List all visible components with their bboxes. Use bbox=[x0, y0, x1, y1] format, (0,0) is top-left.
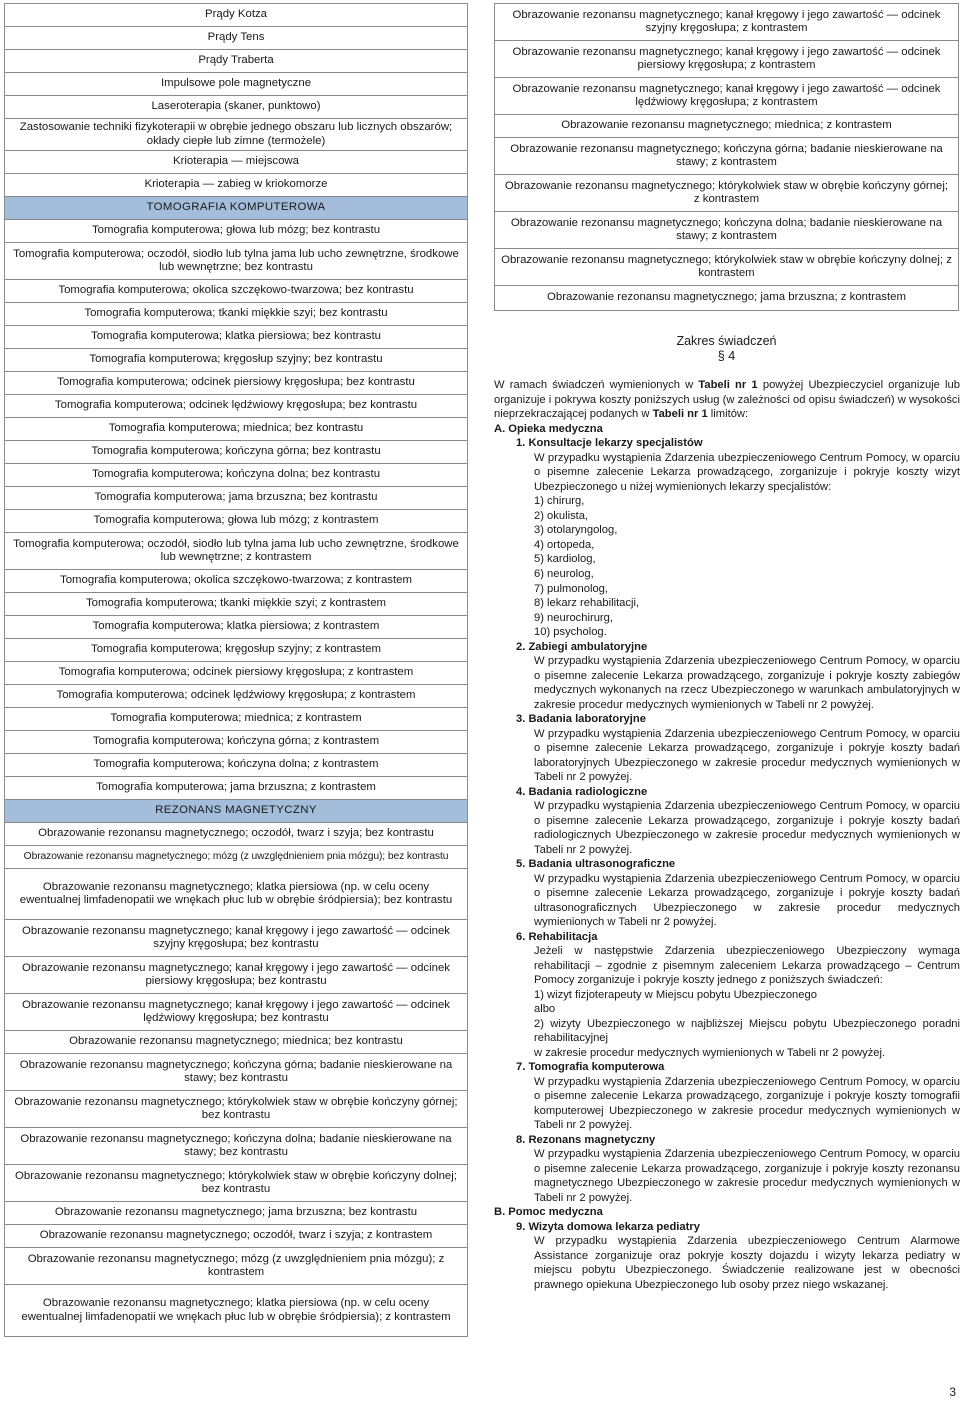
table-row: Tomografia komputerowa; kręgosłup szyjny; z kontrastem bbox=[5, 639, 467, 662]
item-title: 2. Zabiegi ambulatoryjne bbox=[516, 640, 648, 653]
item-title: 1. Konsultacje lekarzy specjalistów bbox=[516, 437, 703, 449]
intro-text-2: powyżej Ubezpieczyciel organizuje lub organizuje i pokrywa koszty poniższych usług (w zależności od opisu świadczeń) w wysokości nieprzekraczającej podanych w bbox=[494, 379, 960, 420]
table-row: Obrazowanie rezonansu magnetycznego; miednica; z kontrastem bbox=[495, 115, 958, 138]
rehab-tail: w zakresie procedur medycznych wymienionych w Tabeli nr 2 powyżej. bbox=[534, 1046, 886, 1059]
table-row: Krioterapia — miejscowa bbox=[5, 151, 467, 174]
table-row: Obrazowanie rezonansu magnetycznego; jama brzuszna; z kontrastem bbox=[547, 291, 906, 304]
item-body: W przypadku wystąpienia Zdarzenia ubezpieczeniowego Centrum Pomocy, w oparciu o pisemne zalecenie Lekarza prowadzącego, zorganizuje i pokryje koszty zabiegów medycznych wykonanych na rzecz Ubezpieczonego w warunkach ambulatoryjnych w zakresie procedur medycznych wymienionych w Tabeli nr 2 powyżej. bbox=[534, 655, 960, 711]
table-row: Obrazowanie rezonansu magnetycznego; jama brzuszna; bez kontrastu bbox=[5, 1202, 467, 1225]
table-row: Krioterapia — zabieg w kriokomorze bbox=[5, 174, 467, 197]
table-row: Tomografia komputerowa; odcinek lędźwiowy kręgosłupa; z kontrastem bbox=[5, 685, 467, 708]
table-row: Tomografia komputerowa; oczodół, siodło lub tylna jama lub ucho zewnętrzne, środkowe lub wewnętrzne; z kontrastem bbox=[5, 533, 467, 570]
table-row: Tomografia komputerowa; miednica; bez kontrastu bbox=[5, 418, 467, 441]
table-row: Prądy Traberta bbox=[5, 50, 467, 73]
item-body: W przypadku wystąpienia Zdarzenia ubezpieczeniowego Centrum Pomocy, w oparciu o pisemne zalecenie Lekarza prowadzącego, zorganizuje i pokryje koszty rezonansu magnetycznego Ubezpieczonego w zakresie procedur medycznych wymienionych w Tabeli nr 2 powyżej. bbox=[534, 1148, 960, 1204]
item-title: 9. Wizyta domowa lekarza pediatry bbox=[516, 1220, 700, 1233]
list-item: 1) chirurg, bbox=[534, 495, 585, 507]
table-row: Obrazowanie rezonansu magnetycznego; kończyna dolna; badanie nieskierowane na stawy; bez kontrastu bbox=[5, 1128, 467, 1165]
table-row: Tomografia komputerowa; kończyna dolna; z kontrastem bbox=[5, 754, 467, 777]
specialists-list bbox=[494, 494, 960, 640]
table-row: Tomografia komputerowa; jama brzuszna; z kontrastem bbox=[5, 777, 467, 800]
table-row: Obrazowanie rezonansu magnetycznego; klatka piersiowa (np. w celu oceny ewentualnej limfadenopatii we wnękach płuc lub w obrębie śródpiersia); bez kontrastu bbox=[5, 869, 467, 920]
table-row: Tomografia komputerowa; kręgosłup szyjny; bez kontrastu bbox=[5, 349, 467, 372]
table-row: Tomografia komputerowa; klatka piersiowa; bez kontrastu bbox=[5, 326, 467, 349]
table-row: Tomografia komputerowa; głowa lub mózg; bez kontrastu bbox=[5, 220, 467, 243]
group-b-heading: B. Pomoc medyczna bbox=[494, 1206, 603, 1219]
benefits-body bbox=[494, 378, 960, 1292]
table-row: Obrazowanie rezonansu magnetycznego; kanał kręgowy i jego zawartość — odcinek piersiowy kręgosłupa; z kontrastem bbox=[495, 41, 958, 78]
item-body: W przypadku wystąpienia Zdarzenia ubezpieczeniowego Centrum Pomocy, w oparciu o pisemne zalecenie Lekarza prowadzącego, zorganizuje i pokryje koszty wizyt Ubezpieczonego u niżej wymienionych lekarzy specjalistów: bbox=[534, 451, 960, 493]
table-row: Prądy Tens bbox=[5, 27, 467, 50]
rehab-option-2: 2) wizyty Ubezpieczonego w najbliższej Miejscu pobytu Ubezpieczonego poradni rehabilitacyjnej bbox=[534, 1017, 960, 1045]
table-row: Tomografia komputerowa; kończyna górna; bez kontrastu bbox=[5, 441, 467, 464]
list-item: 6) neurolog, bbox=[534, 567, 594, 580]
list-item: 4) ortopeda, bbox=[534, 538, 595, 551]
list-item: 10) psycholog. bbox=[534, 626, 607, 639]
intro-table-ref-1: Tabeli nr 1 bbox=[698, 379, 758, 391]
table-row: Tomografia komputerowa; odcinek piersiowy kręgosłupa; z kontrastem bbox=[5, 662, 467, 685]
item-title: 3. Badania laboratoryjne bbox=[516, 713, 646, 726]
table-row: Tomografia komputerowa; odcinek piersiowy kręgosłupa; bez kontrastu bbox=[5, 372, 467, 395]
intro-text-3: limitów: bbox=[707, 408, 749, 420]
table-row: Obrazowanie rezonansu magnetycznego; oczodół, twarz i szyja; z kontrastem bbox=[5, 1225, 467, 1248]
list-item: 2) okulista, bbox=[534, 509, 589, 522]
item-title: 7. Tomografia komputerowa bbox=[516, 1061, 665, 1074]
table-row: Obrazowanie rezonansu magnetycznego; którykolwiek staw w obrębie kończyny dolnej; z kontrastem bbox=[495, 249, 958, 286]
section-heading bbox=[494, 334, 959, 364]
table-row: Tomografia komputerowa; okolica szczękowo-twarzowa; bez kontrastu bbox=[5, 280, 467, 303]
rehab-albo: albo bbox=[534, 1003, 556, 1016]
item-title: 5. Badania ultrasonograficzne bbox=[516, 858, 676, 871]
table-row: Tomografia komputerowa; głowa lub mózg; z kontrastem bbox=[5, 510, 467, 533]
table-row: Zastosowanie techniki fizykoterapii w obrębie jednego obszaru lub licznych obszarów; okłady ciepłe lub zimne (termożele) bbox=[5, 119, 467, 151]
list-item: 5) kardiolog, bbox=[534, 553, 596, 566]
table-row: Obrazowanie rezonansu magnetycznego; którykolwiek staw w obrębie kończyny górnej; z kontrastem bbox=[495, 175, 958, 212]
table-row: Obrazowanie rezonansu magnetycznego; kanał kręgowy i jego zawartość — odcinek lędźwiowy kręgosłupa; z kontrastem bbox=[495, 78, 958, 115]
table-row: Obrazowanie rezonansu magnetycznego; którykolwiek staw w obrębie kończyny dolnej; bez kontrastu bbox=[5, 1165, 467, 1202]
table-row: Tomografia komputerowa; tkanki miękkie szyi; bez kontrastu bbox=[5, 303, 467, 326]
table-row: Tomografia komputerowa; odcinek lędźwiowy kręgosłupa; bez kontrastu bbox=[5, 395, 467, 418]
list-item: 3) otolaryngolog, bbox=[534, 524, 618, 537]
item-body: W przypadku wystąpienia Zdarzenia ubezpieczeniowego Centrum Alarmowe Assistance zorganizuje oraz pokryje koszty dojazdu i wizyty lekarza pediatry w miejscu pobytu Ubezpieczonego. Świadczenie realizowane jest w obecności prawnego opiekuna Ubezpieczonego lub osoby przez niego wskazanej. bbox=[534, 1235, 960, 1291]
table-section-header: TOMOGRAFIA KOMPUTEROWA bbox=[5, 197, 467, 220]
list-item: 7) pulmonolog, bbox=[534, 582, 609, 595]
rehab-option-1: 1) wizyt fizjoterapeuty w Miejscu pobytu Ubezpieczonego bbox=[534, 988, 817, 1001]
table-row: Obrazowanie rezonansu magnetycznego; kończyna górna; badanie nieskierowane na stawy; bez kontrastu bbox=[5, 1054, 467, 1091]
item-body: W przypadku wystąpienia Zdarzenia ubezpieczeniowego Centrum Pomocy, w oparciu o pisemne zalecenie Lekarza prowadzącego, zorganizuje i pokryje koszty badań radiologicznych Ubezpieczonego w zakresie procedur medycznych wymienionych w Tabeli nr 2 powyżej. bbox=[534, 800, 960, 856]
table-row: Impulsowe pole magnetyczne bbox=[5, 73, 467, 96]
table-row: Obrazowanie rezonansu magnetycznego; kanał kręgowy i jego zawartość — odcinek szyjny kręgosłupa; bez kontrastu bbox=[5, 920, 467, 957]
table-row: Obrazowanie rezonansu magnetycznego; oczodół, twarz i szyja; bez kontrastu bbox=[5, 823, 467, 846]
table-row: Tomografia komputerowa; kończyna dolna; bez kontrastu bbox=[5, 464, 467, 487]
left-services-table bbox=[4, 3, 468, 1337]
table-row: Obrazowanie rezonansu magnetycznego; kończyna górna; badanie nieskierowane na stawy; z kontrastem bbox=[495, 138, 958, 175]
table-row: Laseroterapia (skaner, punktowo) bbox=[5, 96, 467, 119]
item-title: 8. Rezonans magnetyczny bbox=[516, 1133, 656, 1146]
item-body: Jeżeli w następstwie Zdarzenia ubezpieczeniowego Ubezpieczony wymaga rehabilitacji – zgodnie z pisemnym zaleceniem Lekarza prowadzącego – Centrum Pomocy zorganizuje i pokryje koszty jednego z poniższych świadczeń: bbox=[534, 945, 960, 987]
table-row: Tomografia komputerowa; tkanki miękkie szyi; z kontrastem bbox=[5, 593, 467, 616]
intro-text-1: W ramach świadczeń wymienionych w bbox=[494, 379, 699, 391]
table-row: Tomografia komputerowa; okolica szczękowo-twarzowa; z kontrastem bbox=[5, 570, 467, 593]
intro-table-ref-2: Tabeli nr 1 bbox=[652, 408, 708, 420]
item-body: W przypadku wystąpienia Zdarzenia ubezpieczeniowego Centrum Pomocy, w oparciu o pisemne zalecenie Lekarza prowadzącego, zorganizuje i pokryje koszty badań laboratoryjnych Ubezpieczonego w zakresie procedur medycznych wymienionych w Tabeli nr 2 powyżej. bbox=[534, 727, 960, 784]
table-row: Tomografia komputerowa; miednica; z kontrastem bbox=[5, 708, 467, 731]
table-row: Obrazowanie rezonansu magnetycznego; miednica; bez kontrastu bbox=[5, 1031, 467, 1054]
table-row: Obrazowanie rezonansu magnetycznego; kanał kręgowy i jego zawartość — odcinek lędźwiowy kręgosłupa; bez kontrastu bbox=[5, 994, 467, 1031]
table-row: Obrazowanie rezonansu magnetycznego; kończyna dolna; badanie nieskierowane na stawy; z kontrastem bbox=[495, 212, 958, 249]
item-body: W przypadku wystąpienia Zdarzenia ubezpieczeniowego Centrum Pomocy, w oparciu o pisemne zalecenie Lekarza prowadzącego, zorganizuje i pokryje koszty badań ultrasonograficznych Ubezpieczonego w zakresie procedur medycznych wymienionych w Tabeli nr 2 powyżej. bbox=[534, 872, 960, 929]
table-row: Tomografia komputerowa; klatka piersiowa; z kontrastem bbox=[5, 616, 467, 639]
table-row: Tomografia komputerowa; oczodół, siodło lub tylna jama lub ucho zewnętrzne, środkowe lub wewnętrzne; bez kontrastu bbox=[5, 243, 467, 280]
group-a-heading: A. Opieka medyczna bbox=[494, 422, 603, 435]
table-row: Tomografia komputerowa; jama brzuszna; bez kontrastu bbox=[5, 487, 467, 510]
section-title: Zakres świadczeń bbox=[676, 334, 777, 348]
item-title: 6. Rehabilitacja bbox=[516, 930, 598, 943]
item-title: 4. Badania radiologiczne bbox=[516, 785, 648, 798]
intro-paragraph bbox=[494, 378, 960, 422]
table-row: Tomografia komputerowa; kończyna górna; z kontrastem bbox=[5, 731, 467, 754]
table-row: Obrazowanie rezonansu magnetycznego; kanał kręgowy i jego zawartość — odcinek piersiowy kręgosłupa; bez kontrastu bbox=[5, 957, 467, 994]
table-row: Obrazowanie rezonansu magnetycznego; którykolwiek staw w obrębie kończyny górnej; bez kontrastu bbox=[5, 1091, 467, 1128]
item-body: W przypadku wystąpienia Zdarzenia ubezpieczeniowego Centrum Pomocy, w oparciu o pisemne zalecenie Lekarza prowadzącego, zorganizuje i pokryje koszty tomografii komputerowej Ubezpieczonego w zakresie procedur medycznych wymienionych w Tabeli nr 2 powyżej. bbox=[534, 1075, 960, 1132]
table-row: Obrazowanie rezonansu magnetycznego; kanał kręgowy i jego zawartość — odcinek szyjny kręgosłupa; z kontrastem bbox=[495, 4, 958, 41]
page-number: 3 bbox=[949, 1385, 956, 1399]
table-section-header: REZONANS MAGNETYCZNY bbox=[5, 800, 467, 823]
list-item: 8) lekarz rehabilitacji, bbox=[534, 597, 640, 610]
table-row: Obrazowanie rezonansu magnetycznego; mózg (z uwzględnieniem pnia mózgu); z kontrastem bbox=[5, 1248, 467, 1285]
table-row: Obrazowanie rezonansu magnetycznego; mózg (z uwzględnieniem pnia mózgu); bez kontrastu bbox=[5, 846, 467, 869]
right-services-table bbox=[494, 3, 959, 311]
table-row: Obrazowanie rezonansu magnetycznego; klatka piersiowa (np. w celu oceny ewentualnej limfadenopatii we wnękach płuc lub w obrębie śródpiersia); z kontrastem bbox=[21, 1297, 451, 1323]
table-row: Prądy Kotza bbox=[5, 4, 467, 27]
section-paragraph-number: § 4 bbox=[717, 349, 736, 363]
list-item: 9) neurochirurg, bbox=[534, 611, 613, 624]
